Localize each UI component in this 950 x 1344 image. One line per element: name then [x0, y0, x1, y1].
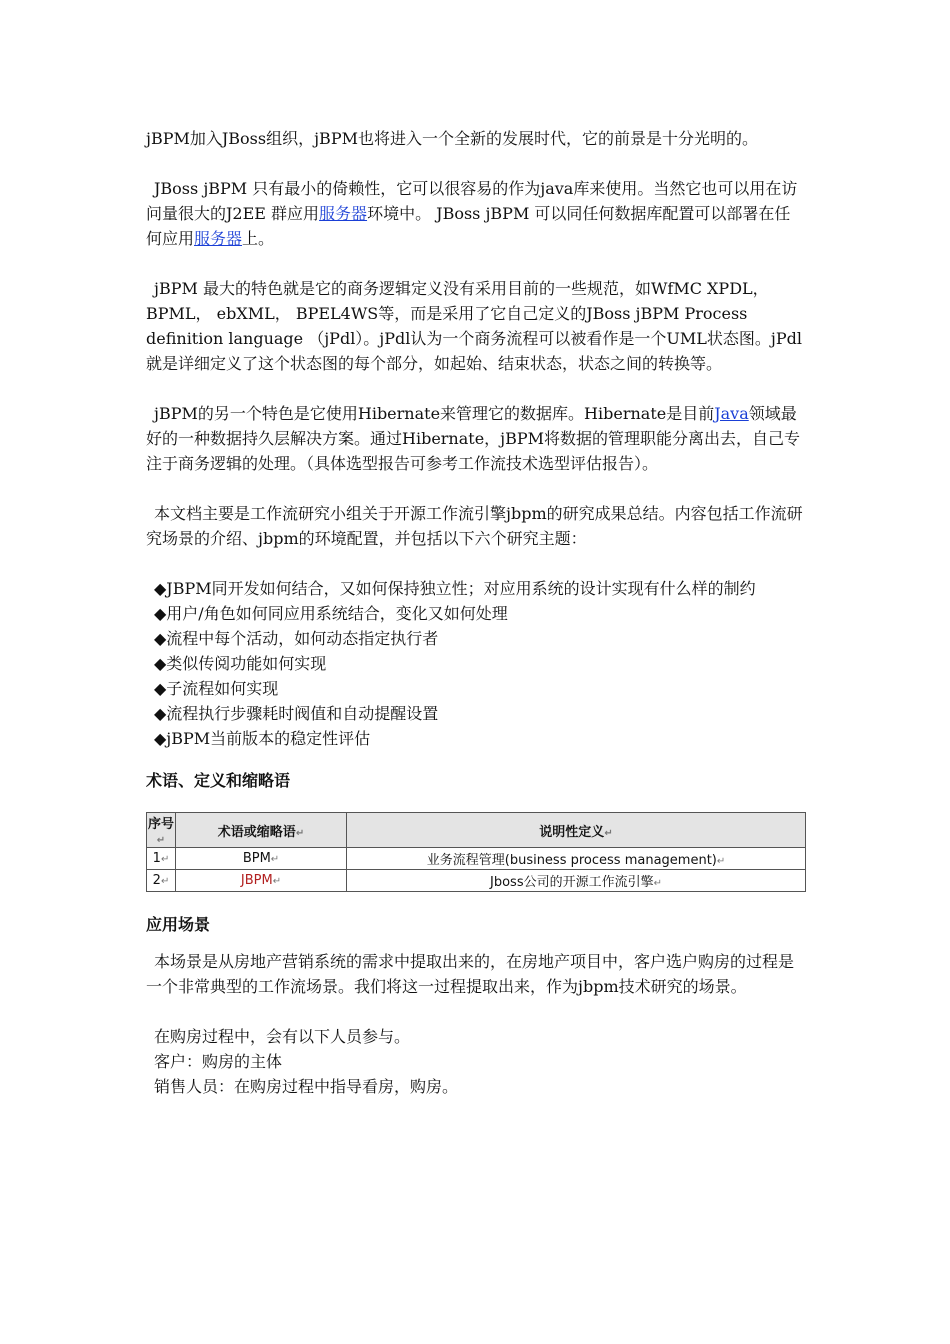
paragraph-mark: ↵ — [604, 827, 613, 839]
header-text: 术语或缩略语 — [217, 824, 296, 840]
paragraph-mark: ↵ — [716, 856, 726, 867]
list-item: 在购房过程中，会有以下人员参与。 — [154, 1027, 411, 1046]
intro-paragraph-4 — [146, 401, 806, 476]
list-item: ◆JBPM同开发如何结合，又如何保持独立性；对应用系统的设计实现有什么样的制约 — [154, 579, 756, 598]
cell-text: 1 — [152, 851, 161, 866]
text-run: 上。 — [242, 229, 275, 248]
paragraph-mark: ↵ — [272, 876, 282, 887]
header-text: 序号 — [147, 817, 174, 832]
header-cell — [347, 813, 806, 848]
cell-text: BPM — [242, 851, 271, 866]
participant-list — [146, 1024, 806, 1099]
header-cell — [176, 813, 347, 848]
paragraph-mark: ↵ — [160, 876, 170, 887]
header-cell — [147, 813, 176, 848]
terms-heading: 术语、定义和缩略语 — [146, 771, 291, 790]
text-run: 领域最好的一种数据持久层解决方案。通过Hibernate，jBPM将数据的管理职能分离出去，自己专注于商务逻辑的处理。（具体选型报告可参考工作流技术选型评估报告）。 — [146, 404, 801, 473]
text-run: jBPM的另一个特色是它使用Hibernate来管理它的数据库。Hibernate是目前 — [154, 404, 715, 423]
paragraph-mark: ↵ — [156, 835, 166, 846]
cell-text: 2 — [152, 873, 161, 888]
list-item: ◆用户/角色如何同应用系统结合，变化又如何处理 — [154, 604, 508, 623]
table-cell — [176, 870, 347, 892]
cell-text: 业务流程管理(business process management) — [426, 853, 717, 868]
list-item: 客户：购房的主体 — [154, 1052, 283, 1071]
topic-list — [146, 576, 806, 751]
table-row — [147, 870, 806, 892]
paragraph-mark: ↵ — [270, 854, 280, 865]
paragraph-mark: ↵ — [160, 854, 170, 865]
terms-table — [146, 812, 806, 892]
paragraph-mark: ↵ — [295, 827, 305, 839]
text-run: 环境中。 JBoss jBPM 可以同任何数据库配置可以部署在任何应用 — [146, 204, 791, 248]
header-text: 说明性定义 — [539, 824, 605, 840]
cell-text: Jboss公司的开源工作流引擎 — [490, 875, 654, 890]
table-row — [147, 848, 806, 870]
intro-paragraph-1: jBPM加入JBoss组织，jBPM也将进入一个全新的发展时代，它的前景是十分光明的。 — [146, 129, 758, 148]
intro-paragraph-5: 本文档主要是工作流研究小组关于开源工作流引擎jbpm的研究成果总结。内容包括工作流研究场景的介绍、jbpm的环境配置，并包括以下六个研究主题： — [146, 504, 803, 548]
list-item: 销售人员：在购房过程中指导看房，购房。 — [154, 1077, 459, 1096]
document-body — [146, 126, 806, 1099]
table-cell — [347, 870, 806, 892]
java-link[interactable]: Java — [714, 404, 749, 423]
list-item: ◆子流程如何实现 — [154, 679, 279, 698]
list-item: ◆流程执行步骤耗时阀值和自动提醒设置 — [154, 704, 439, 723]
server-link-2[interactable]: 服务器 — [194, 229, 243, 248]
table-cell — [147, 870, 176, 892]
scenario-heading: 应用场景 — [146, 915, 211, 934]
table-cell — [347, 848, 806, 870]
list-item: ◆jBPM当前版本的稳定性评估 — [154, 729, 371, 748]
intro-paragraph-3: jBPM 最大的特色就是它的商务逻辑定义没有采用目前的一些规范，如WfMC XPDL， BPML， ebXML， BPEL4WS等，而是采用了它自己定义的JBoss jBPM Process definition language （jPdl）。jPdl认为一个商务流程可以被看作是一个UML状态图。jPdl就是详细定义了这个状态图的每个部分，如起始、结束状态，状态之间的转换等。 — [146, 279, 802, 373]
list-item: ◆流程中每个活动，如何动态指定执行者 — [154, 629, 439, 648]
paragraph-mark: ↵ — [653, 878, 662, 889]
table-cell — [176, 848, 347, 870]
intro-paragraph-2 — [146, 176, 806, 251]
table-cell — [147, 848, 176, 870]
terms-table-wrapper — [146, 812, 806, 890]
table-header-row — [147, 813, 806, 848]
text-run: JBoss jBPM 只有最小的倚赖性，它可以很容易的作为java库来使用。当然它也可以用在访问量很大的J2EE 群应用 — [146, 179, 798, 223]
scenario-paragraph-1: 本场景是从房地产营销系统的需求中提取出来的，在房地产项目中，客户选户购房的过程是一个非常典型的工作流场景。我们将这一过程提取出来，作为jbpm技术研究的场景。 — [146, 952, 795, 996]
cell-text: JBPM — [240, 873, 273, 888]
server-link-1[interactable]: 服务器 — [319, 204, 368, 223]
list-item: ◆类似传阅功能如何实现 — [154, 654, 327, 673]
